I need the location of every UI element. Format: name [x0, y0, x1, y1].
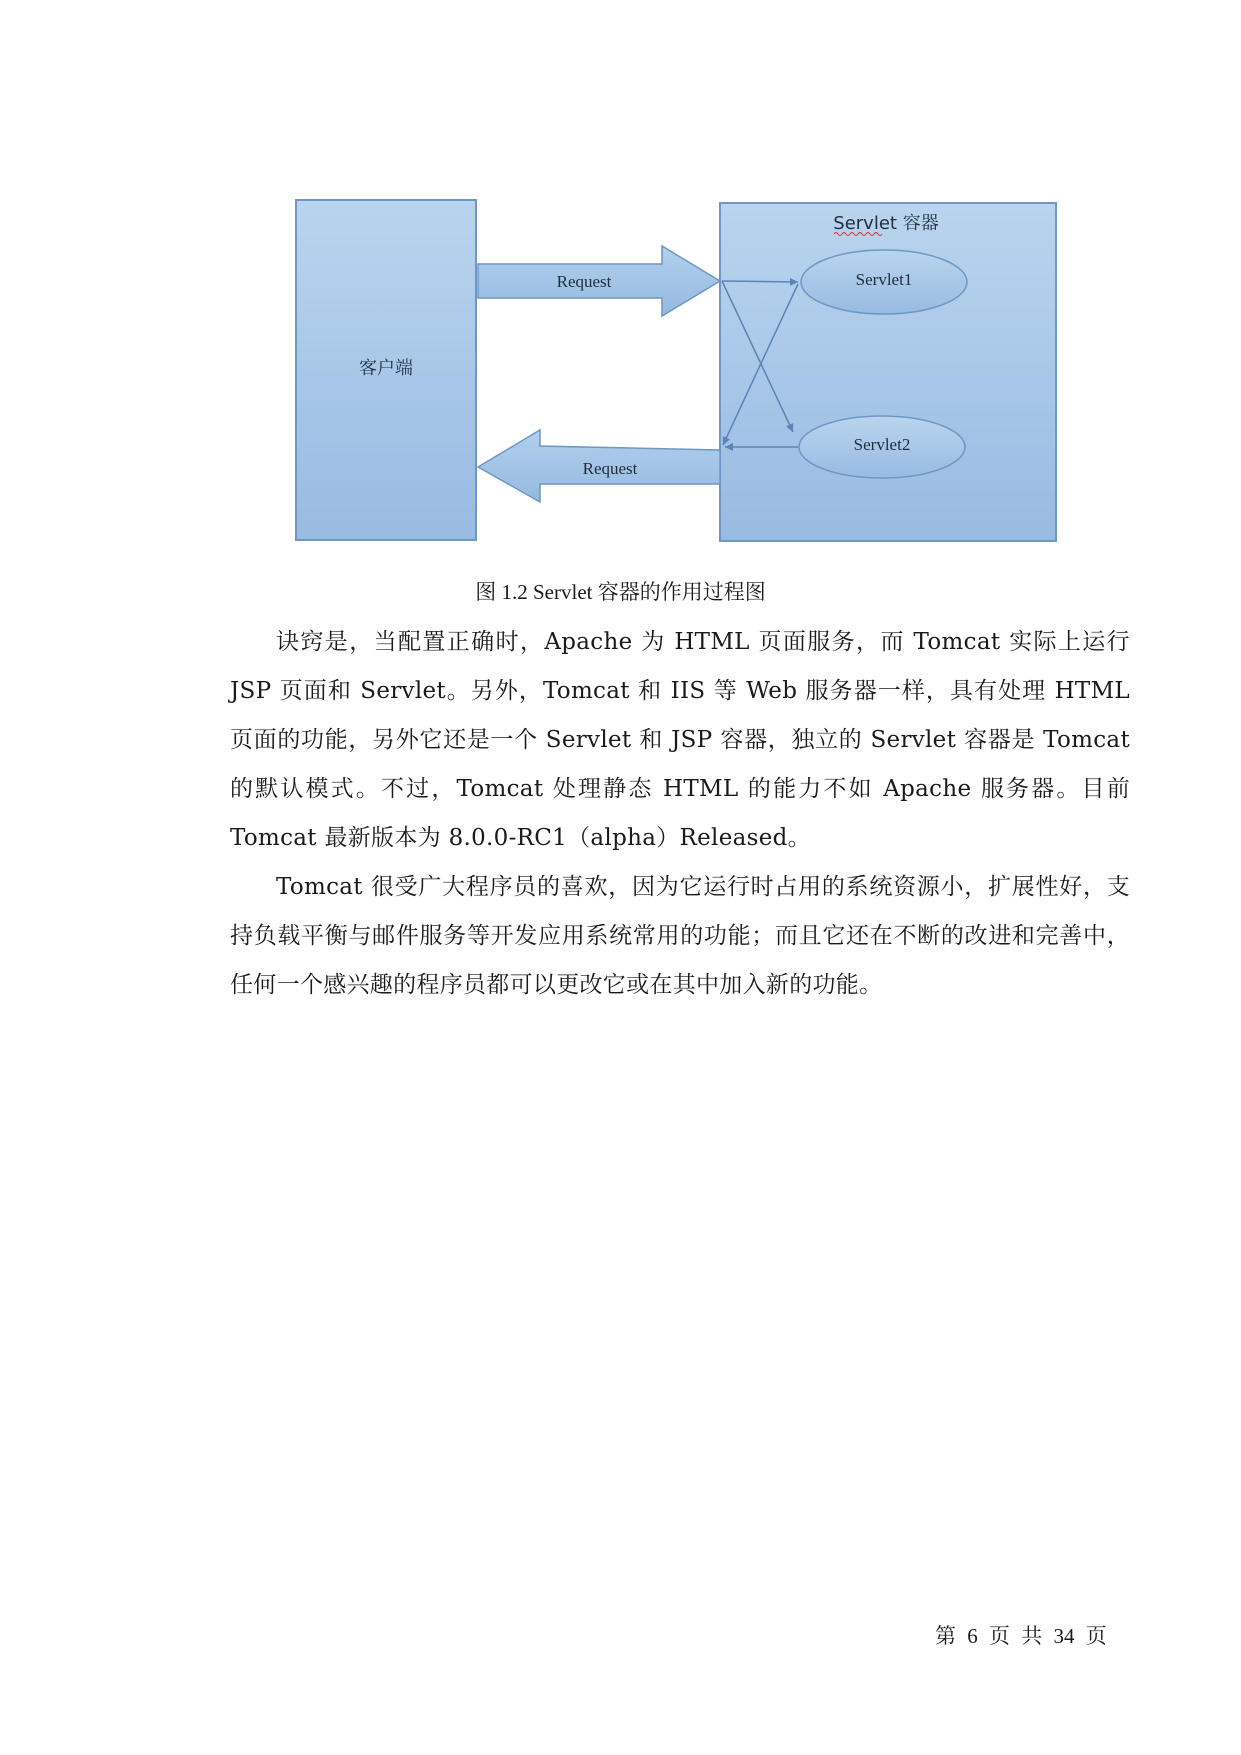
client-label: 客户端: [359, 358, 413, 379]
paragraph: 诀窍是，当配置正确时，Apache 为 HTML 页面服务，而 Tomcat 实际上运行 JSP 页面和 Servlet。另外，Tomcat 和 IIS 等 Web 服务器一样，具有处理 HTML 页面的功能，另外它还是一个 Servlet 和 JSP 容器，独立的 Servlet 容器是 Tomcat 的默认模式。不过，Tomcat 处理静态 HTML 的能力不如 Apache 服务器。目前 Tomcat 最新版本为 8.0.0-RC1（alpha）Released。: [230, 629, 1130, 851]
client-box: [296, 200, 476, 540]
request-arrow: [478, 246, 720, 316]
servlet-container-diagram: [290, 192, 1070, 552]
servlet1-label: Servlet1: [855, 270, 913, 289]
container-label: Servlet 容器: [833, 213, 939, 234]
figure-caption: 图 1.2 Servlet 容器的作用过程图: [475, 580, 766, 604]
servlet1-node: [801, 250, 967, 314]
servlet2-node: [799, 416, 965, 478]
body-text: [230, 618, 1130, 1010]
servlet2-label: Servlet2: [853, 435, 911, 454]
paragraph: Tomcat 很受广大程序员的喜欢，因为它运行时占用的系统资源小，扩展性好，支持负载平衡与邮件服务等开发应用系统常用的功能；而且它还在不断的改进和完善中，任何一个感兴趣的程序员都可以更改它或在其中加入新的功能。: [230, 874, 1130, 998]
response-arrow-label: Request: [582, 459, 638, 478]
page-footer: 第 6 页 共 34 页: [935, 1624, 1107, 1648]
response-arrow: [478, 430, 720, 502]
connector-to-servlet1: [722, 281, 798, 282]
request-arrow-label: Request: [556, 272, 612, 291]
